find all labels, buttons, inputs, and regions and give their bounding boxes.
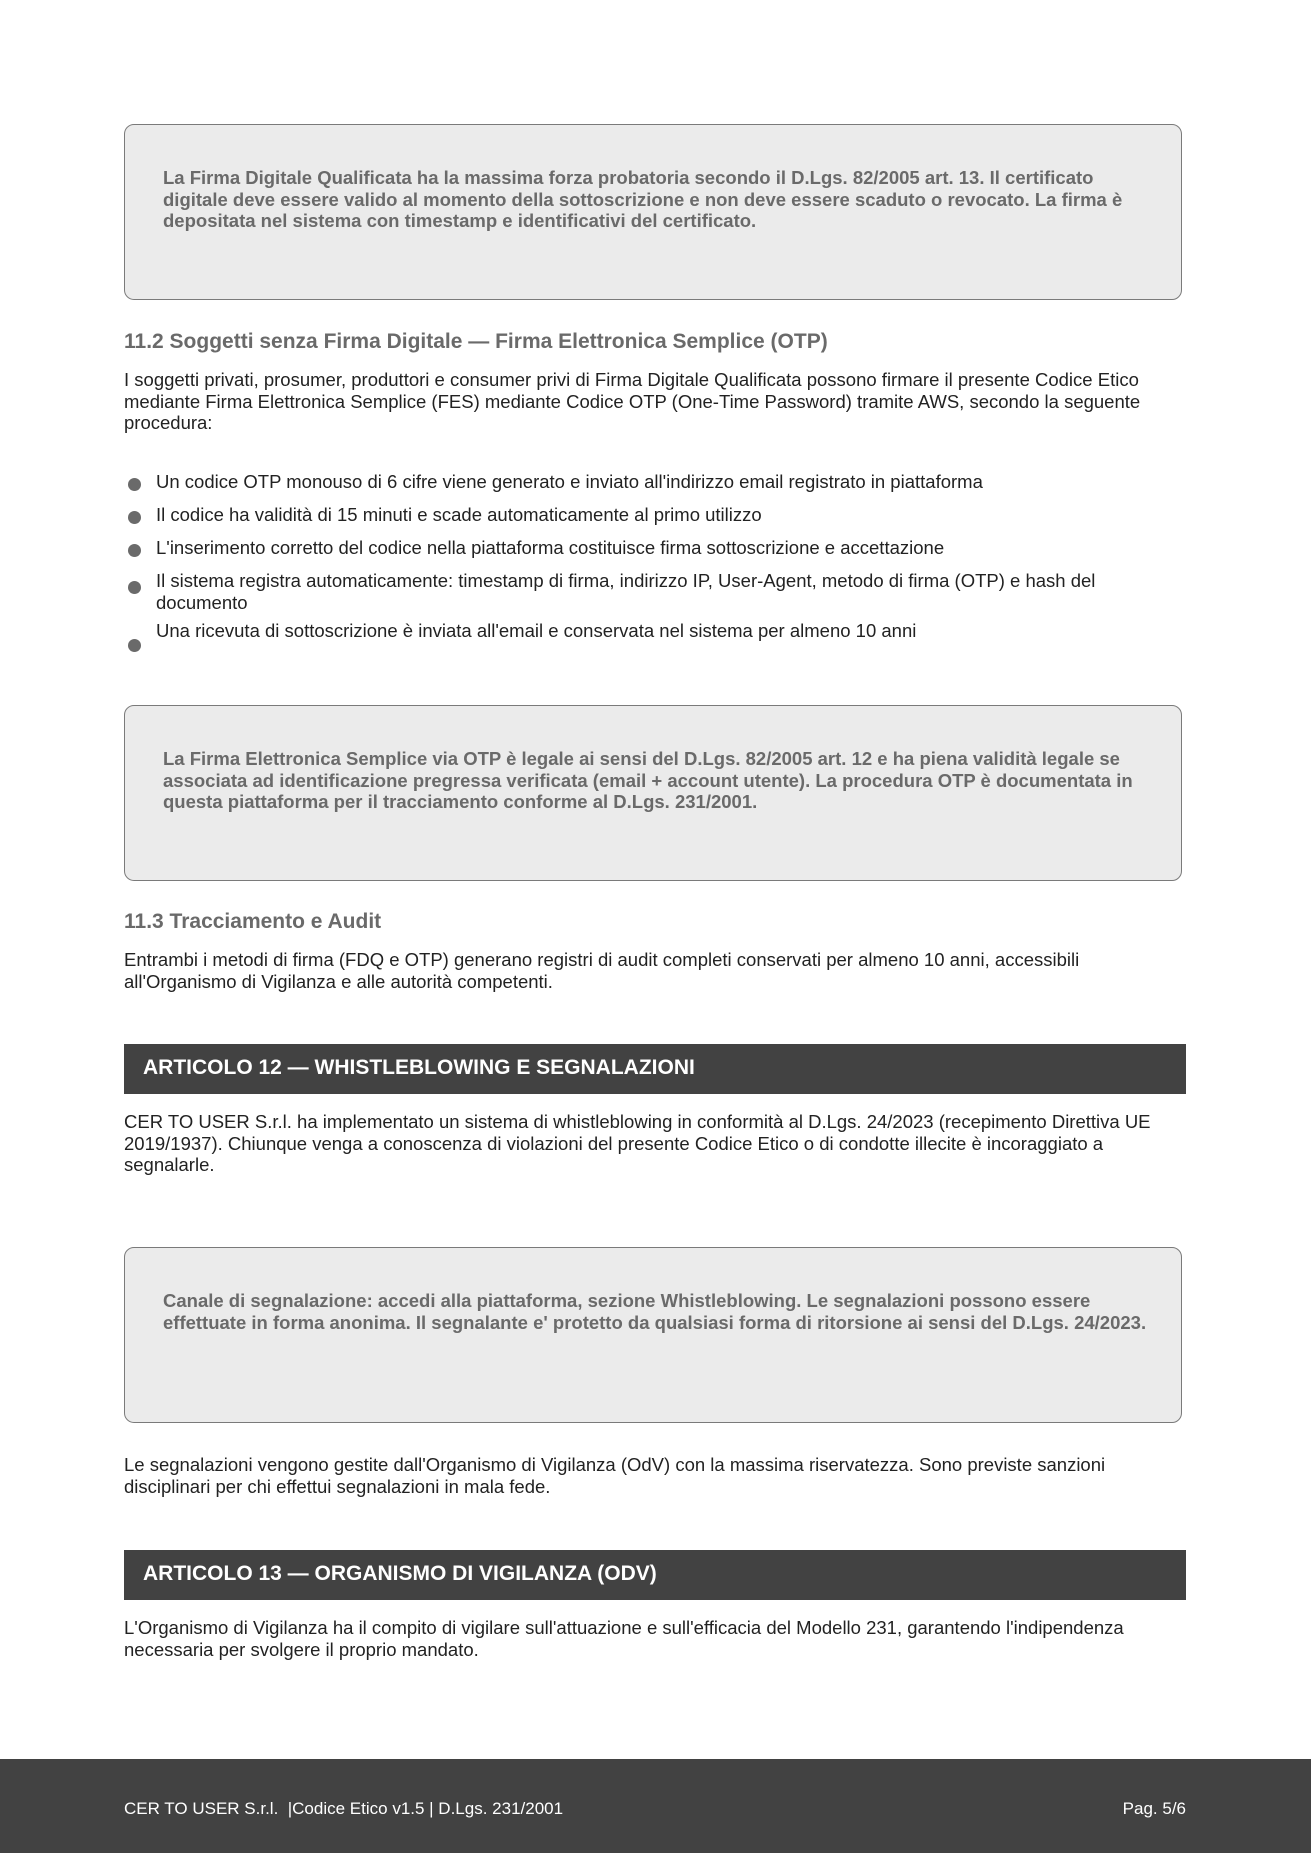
list-item-text: Una ricevuta di sottoscrizione è inviata all'email e conservata nel sistema per almeno 10 anni xyxy=(156,620,917,641)
article-12-intro: CER TO USER S.r.l. ha implementato un sistema di whistleblowing in conformità al D.Lgs. 24/2023 (recepimento Direttiva UE 2019/1937). Chiunque venga a conoscenza di violazioni del presente Codice Etico o di condotte illecite è incoraggiato a segnalarle. xyxy=(124,1111,1151,1175)
bullet-icon xyxy=(128,639,141,652)
bullet-icon xyxy=(128,511,141,524)
note-box-fdq xyxy=(124,124,1182,300)
note-text-fdq: La Firma Digitale Qualificata ha la massima forza probatoria secondo il D.Lgs. 82/2005 art. 13. Il certificato digitale deve essere valido al momento della sottoscrizione e non deve essere scaduto o revocato. La firma è depositata nel sistema con timestamp e identificativi del certificato. xyxy=(163,167,1123,231)
bullet-icon xyxy=(128,581,141,594)
bullet-icon xyxy=(128,544,141,557)
article-12-title: ARTICOLO 12 — WHISTLEBLOWING E SEGNALAZIONI xyxy=(143,1056,695,1079)
list-item-text: L'inserimento corretto del codice nella piattaforma costituisce firma sottoscrizione e accettazione xyxy=(156,537,945,558)
article-12-header xyxy=(124,1044,1186,1094)
note-box-otp xyxy=(124,705,1182,881)
section-11-2-heading: 11.2 Soggetti senza Firma Digitale — Firma Elettronica Semplice (OTP) xyxy=(124,330,828,353)
article-12-closing: Le segnalazioni vengono gestite dall'Organismo di Vigilanza (OdV) con la massima riservatezza. Sono previste sanzioni disciplinari per chi effettui segnalazioni in mala fede. xyxy=(124,1454,1106,1497)
note-box-whistleblowing xyxy=(124,1247,1182,1423)
footer-document-info: CER TO USER S.r.l. |Codice Etico v1.5 | D.Lgs. 231/2001 xyxy=(124,1799,564,1818)
list-item-text: Un codice OTP monouso di 6 cifre viene generato e inviato all'indirizzo email registrato in piattaforma xyxy=(156,471,983,492)
article-13-intro: L'Organismo di Vigilanza ha il compito di vigilare sull'attuazione e sull'efficacia del Modello 231, garantendo l'indipendenza necessaria per svolgere il proprio mandato. xyxy=(124,1617,1124,1660)
note-text-whistleblowing: Canale di segnalazione: accedi alla piattaforma, sezione Whistleblowing. Le segnalazioni possono essere effettuate in forma anonima. Il segnalante e' protetto da qualsiasi forma di ritorsione ai sensi del D.Lgs. 24/2023. xyxy=(163,1290,1147,1333)
bullet-icon xyxy=(128,478,141,491)
note-text-otp: La Firma Elettronica Semplice via OTP è legale ai sensi del D.Lgs. 82/2005 art. 12 e ha piena validità legale se associata ad identificazione pregressa verificata (email + account utente). La procedura OTP è documentata in questa piattaforma per il tracciamento conforme al D.Lgs. 231/2001. xyxy=(163,748,1133,812)
article-13-header xyxy=(124,1550,1186,1600)
section-11-3-text: Entrambi i metodi di firma (FDQ e OTP) generano registri di audit completi conservati per almeno 10 anni, accessibili all'Organismo di Vigilanza e alle autorità competenti. xyxy=(124,949,1080,992)
list-item-text: Il codice ha validità di 15 minuti e scade automaticamente al primo utilizzo xyxy=(156,504,762,525)
section-11-2-intro: I soggetti privati, prosumer, produttori e consumer privi di Firma Digitale Qualificata possono firmare il presente Codice Etico mediante Firma Elettronica Semplice (FES) mediante Codice OTP (One-Time Password) tramite AWS, secondo la seguente procedura: xyxy=(124,369,1141,433)
article-13-title: ARTICOLO 13 — ORGANISMO DI VIGILANZA (ODV) xyxy=(143,1562,657,1585)
section-11-3-heading: 11.3 Tracciamento e Audit xyxy=(124,910,382,933)
list-item-text: Il sistema registra automaticamente: timestamp di firma, indirizzo IP, User-Agent, metodo di firma (OTP) e hash del documento xyxy=(156,570,1096,613)
page-footer xyxy=(0,1759,1311,1853)
footer-page-number: Pag. 5/6 xyxy=(1122,1799,1186,1818)
